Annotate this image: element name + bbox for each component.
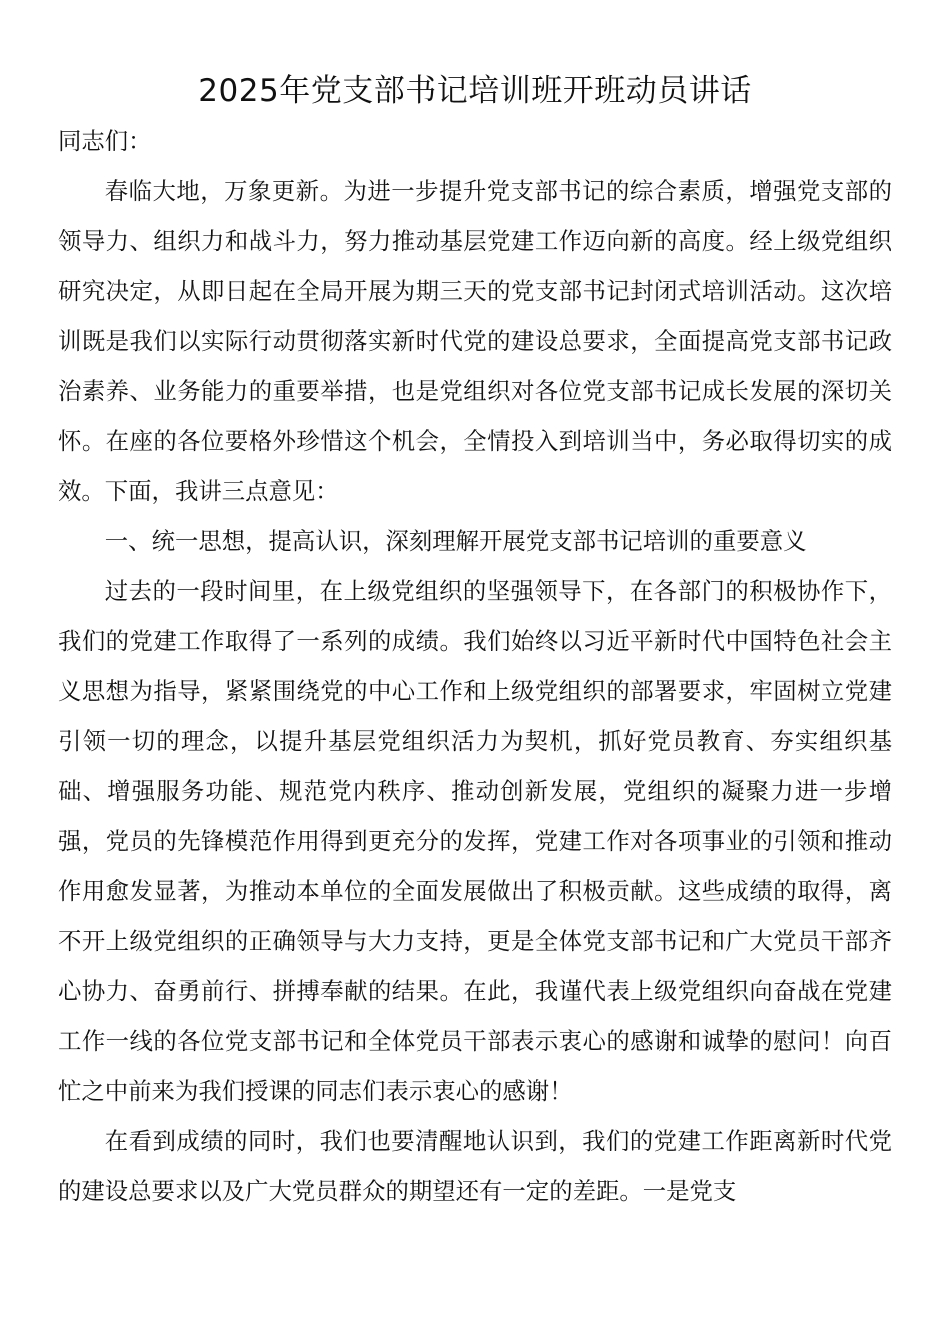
salutation: 同志们： <box>58 127 152 155</box>
section-heading-1: 一、统一思想，提高认识，深刻理解开展党支部书记培训的重要意义 <box>104 527 807 555</box>
intro-paragraph: 春临大地，万象更新。为进一步提升党支部书记的综合素质，增强党支部的领导力、组织力和战斗力，努力推动基层党建工作迈向新的高度。经上级党组织研究决定，从即日起在全局开展为期三天的党支部书记封闭式培训活动。这次培训既是我们以实际行动贯彻落实新时代党的建设总要求，全面提高党支部书记政治素养、业务能力的重要举措，也是党组织对各位党支部书记成长发展的深切关怀。在座的各位要格外珍惜这个机会，全情投入到培训当中，务必取得切实的成效。下面，我讲三点意见： <box>58 177 892 505</box>
section-1-paragraph-1: 过去的一段时间里，在上级党组织的坚强领导下，在各部门的积极协作下，我们的党建工作取得了一系列的成绩。我们始终以习近平新时代中国特色社会主义思想为指导，紧紧围绕党的中心工作和上级党组织的部署要求，牢固树立党建引领一切的理念，以提升基层党组织活力为契机，抓好党员教育、夯实组织基础、增强服务功能、规范党内秩序、推动创新发展，党组织的凝聚力进一步增强，党员的先锋模范作用得到更充分的发挥，党建工作对各项事业的引领和推动作用愈发显著，为推动本单位的全面发展做出了积极贡献。这些成绩的取得，离不开上级党组织的正确领导与大力支持，更是全体党支部书记和广大党员干部齐心协力、奋勇前行、拼搏奉献的结果。在此，我谨代表上级党组织向奋战在党建工作一线的各位党支部书记和全体党员干部表示衷心的感谢和诚挚的慰问！向百忙之中前来为我们授课的同志们表示衷心的感谢！ <box>58 577 892 1105</box>
document-body <box>58 116 892 1216</box>
page-title: 2025年党支部书记培训班开班动员讲话 <box>198 73 752 109</box>
section-1-paragraph-2: 在看到成绩的同时，我们也要清醒地认识到，我们的党建工作距离新时代党的建设总要求以及广大党员群众的期望还有一定的差距。一是党支 <box>58 1127 892 1205</box>
